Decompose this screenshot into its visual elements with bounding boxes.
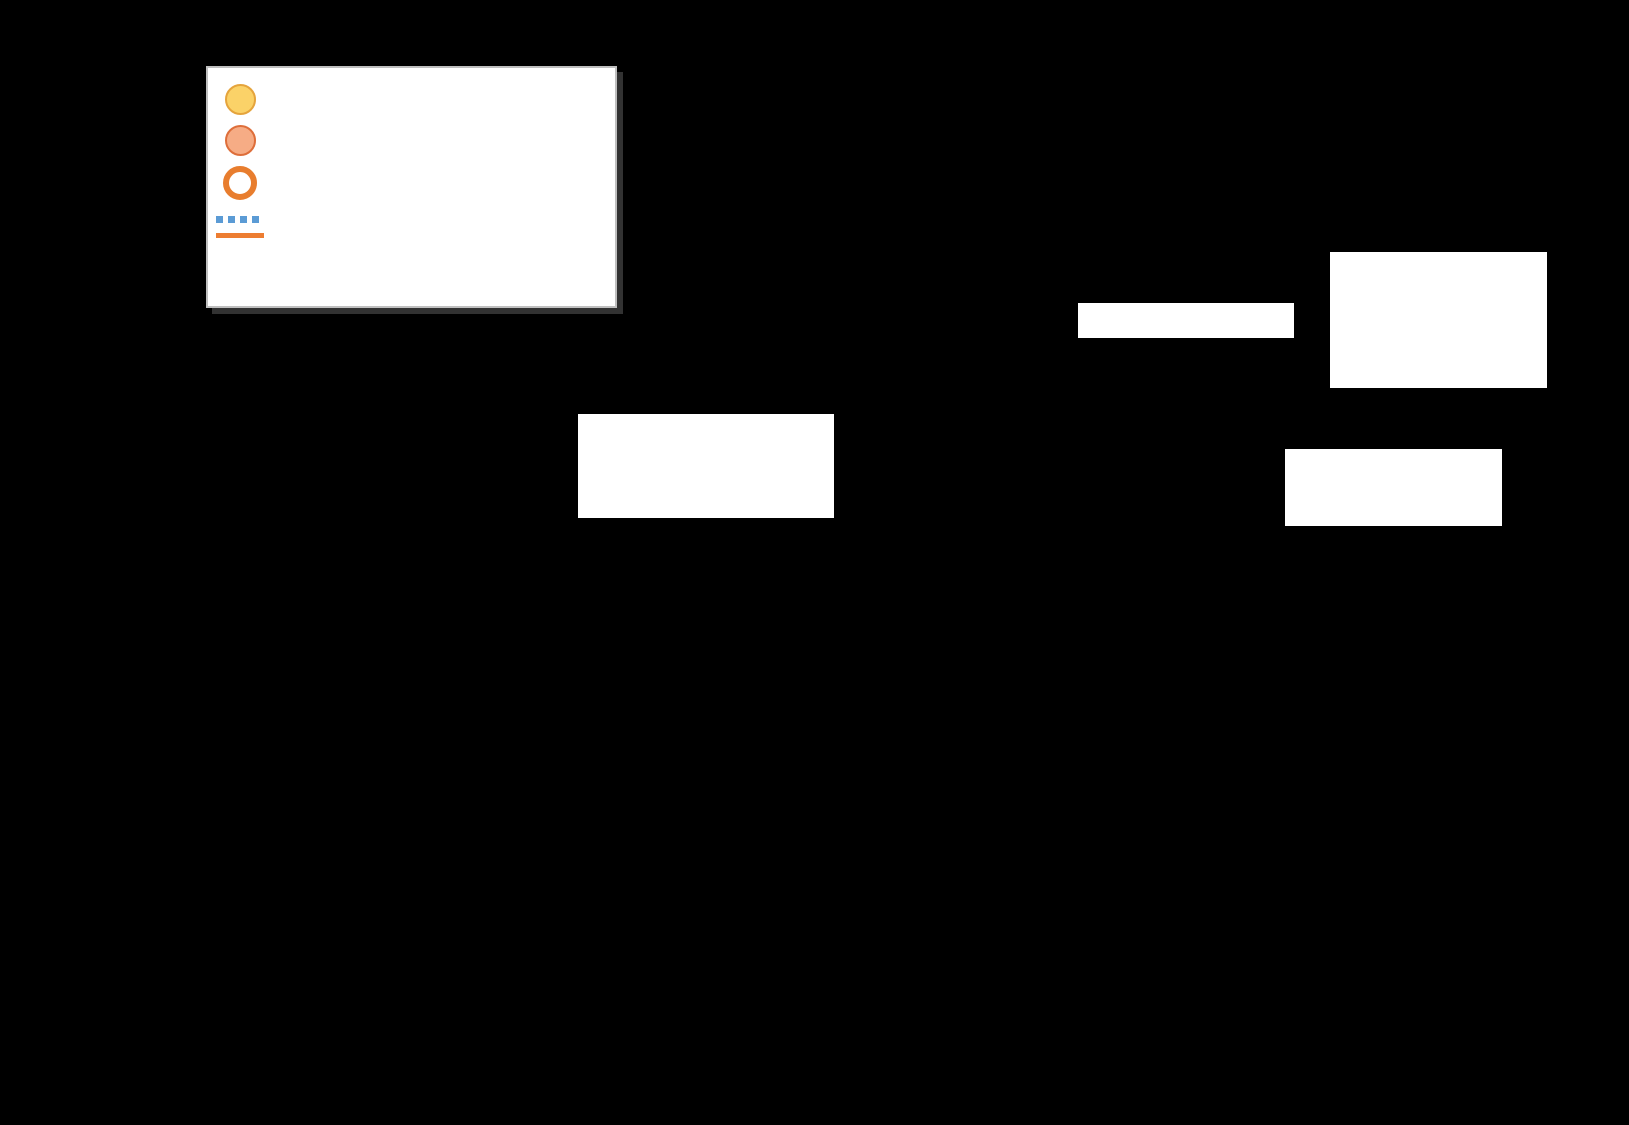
max-event-dash-icon (208, 216, 272, 223)
callout-intermediate-state (1330, 252, 1547, 388)
callout-data-too-late (1285, 449, 1502, 526)
legend-item (208, 84, 615, 115)
late-dot-icon (208, 125, 272, 156)
legend-item (208, 216, 615, 223)
legend-item (208, 233, 615, 238)
legend (206, 66, 617, 308)
too-late-ring-icon (208, 166, 272, 200)
callout-watermark-trigger (578, 414, 834, 518)
ontime-dot-icon (208, 84, 272, 115)
legend-item (208, 166, 615, 200)
legend-item (208, 125, 615, 156)
watermark-line-icon (208, 233, 272, 238)
watermark-value-label-2 (1078, 303, 1294, 338)
